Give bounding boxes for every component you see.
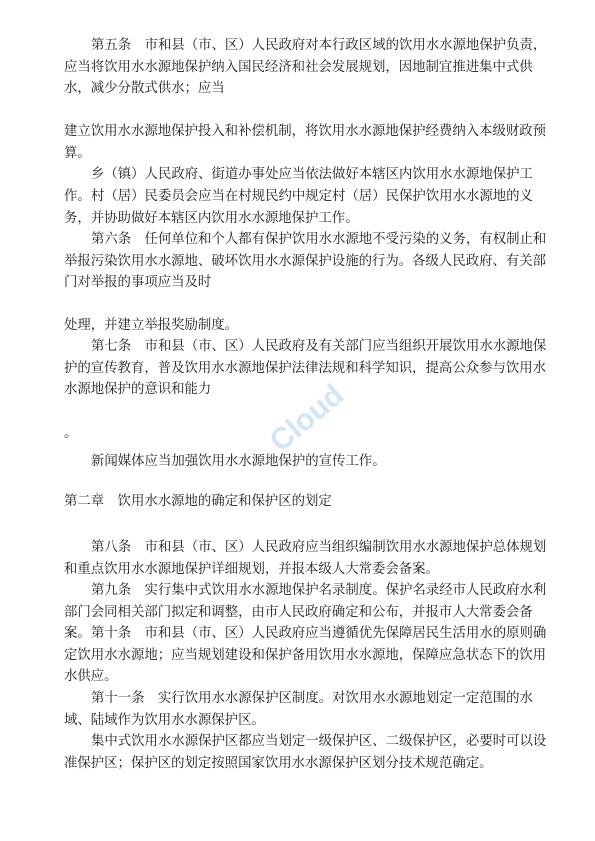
paragraph-article-5-cont: 建立饮用水水源地保护投入和补偿机制，将饮用水水源地保护经费纳入本级财政预算。 (64, 124, 547, 161)
paragraph-protection-zone: 集中式饮用水水源保护区都应当划定一级保护区、二级保护区，必要时可以设准保护区；保护区的划定按照国家饮用水水源保护区划分技术规范确定。 (64, 734, 547, 771)
paragraph-media: 新闻媒体应当加强饮用水水源地保护的宣传工作。 (91, 454, 386, 469)
paragraph-article-9: 第九条 实行集中式饮用水水源地保护名录制度。保护名录经市人民政府水利部门会同相关部门拟定和调整，由市人民政府确定和公布，并报市人大常委会备案。 (64, 583, 547, 641)
chapter-heading: 第二章 饮用水水源地的确定和保护区的划定 (64, 494, 332, 509)
paragraph-article-10: 第十条 市和县（市、区）人民政府应当遵循优先保障居民生活用水的原则确定饮用水水源地；应当规划建设和保护备用饮用水水源地，保障应急状态下的饮用水供应。 (64, 626, 547, 684)
watermark-text: Cloud (263, 378, 351, 459)
paragraph-village: 村（居）民委员会应当在村规民约中规定村（居）民保护饮用水水源地的义务，并协助做好本辖区内饮用水水源地保护工作。 (64, 189, 533, 226)
paragraph-article-6-cont: 处理，并建立举报奖励制度。 (64, 318, 239, 333)
paragraph-article-8: 第八条 市和县（市、区）人民政府应当组织编制饮用水水源地保护总体规划和重点饮用水水源地保护详细规划，并报本级人大常委会备案。 (64, 540, 547, 577)
paragraph-article-6: 第六条 任何单位和个人都有保护饮用水水源地不受污染的义务，有权制止和举报污染饮用水水源地、破坏饮用水水源保护设施的行为。各级人民政府、有关部门对举报的事项应当及时 (64, 232, 547, 290)
paragraph-article-7: 第七条 市和县（市、区）人民政府及有关部门应当组织开展饮用水水源地保护的宣传教育，普及饮用水水源地保护法律法规和科学知识，提高公众参与饮用水水源地保护的意识和能力 (64, 339, 547, 397)
paragraph-article-11: 第十一条 实行饮用水水源保护区制度。对饮用水水源地划定一定范围的水域、陆域作为饮用水水源保护区。 (64, 691, 533, 728)
paragraph-article-5: 第五条 市和县（市、区）人民政府对本行政区域的饮用水水源地保护负责，应当将饮用水水源地保护纳入国民经济和社会发展规划，因地制宜推进集中式供水，减少分散式供水；应当 (64, 38, 547, 96)
paragraph-article-7-cont: 。 (64, 426, 78, 441)
paragraph-township: 乡（镇）人民政府、街道办事处应当依法做好本辖区内饮用水水源地保护工作。 (64, 167, 533, 204)
